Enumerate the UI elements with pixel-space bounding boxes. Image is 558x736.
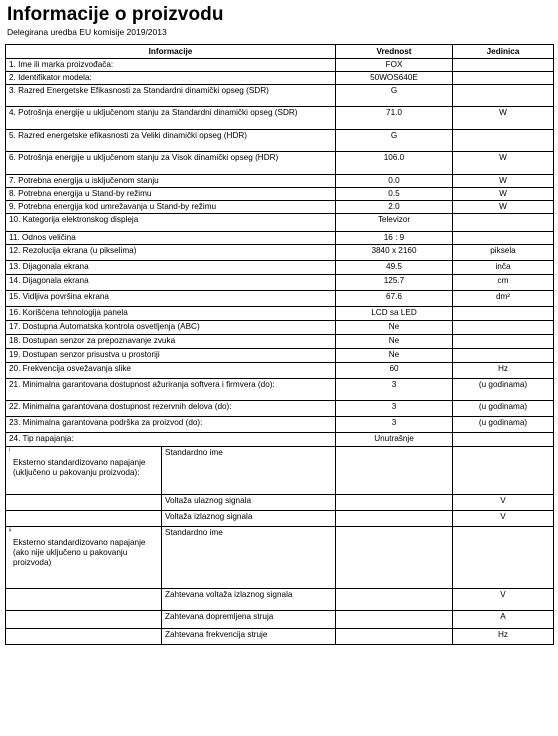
external-supply-item-value [336,527,453,589]
footnote-marker: ii [9,527,12,534]
header-info: Informacije [6,45,336,59]
row-value: 49.5 [336,261,453,275]
row-value: 60 [336,363,453,379]
row-value: 3 [336,417,453,433]
external-supply-blank [6,589,162,611]
row-unit [453,321,554,335]
external-supply-item-value [336,611,453,629]
row-value: Televizor [336,214,453,232]
row-unit [453,232,554,245]
table-row [6,261,554,275]
table-row [6,72,554,85]
row-label: 4. Potrošnja energije u uključenom stanju za Standardni dinamički opseg (SDR) [6,107,336,130]
row-label: 10. Kategorija elektronskog displeja [6,214,336,232]
external-supply-item-label: Zahtevana dopremljena struja [162,611,336,629]
row-unit [453,72,554,85]
external-supply-text: Eksterno standardizovano napajanje (uključeno u pakovanju proizvoda): [13,458,146,477]
row-unit [453,130,554,152]
table-row [6,291,554,307]
row-label: 22. Minimalna garantovana dostupnost rezervnih delova (do): [6,401,336,417]
external-supply-row [6,527,554,589]
external-supply-row [6,447,554,495]
row-value: 16 : 9 [336,232,453,245]
external-supply-label [6,527,162,589]
table-row [6,349,554,363]
external-supply-item-unit: A [453,611,554,629]
external-supply-blank [6,629,162,645]
external-supply-item-unit: Hz [453,629,554,645]
row-unit [453,307,554,321]
external-supply-item-label: Zahtevana frekvencija struje [162,629,336,645]
table-row [6,130,554,152]
row-label: 3. Razred Energetske Efikasnosti za Standardni dinamički opseg (SDR) [6,85,336,107]
table-row [6,401,554,417]
row-value: Ne [336,321,453,335]
external-supply-item-label: Voltaža izlaznog signala [162,511,336,527]
table-row [6,275,554,291]
row-value: 0.5 [336,188,453,201]
row-unit [453,433,554,447]
table-row [6,321,554,335]
external-supply-blank [6,611,162,629]
row-unit: W [453,201,554,214]
row-unit: cm [453,275,554,291]
row-label: 1. Ime ili marka proizvođača: [6,59,336,72]
row-label: 17. Dostupna Automatska kontrola osvetljenja (ABC) [6,321,336,335]
row-unit: W [453,188,554,201]
external-supply-item-value [336,629,453,645]
row-unit: dm² [453,291,554,307]
row-value: Unutrašnje [336,433,453,447]
external-supply-row [6,495,554,511]
row-value: 3 [336,401,453,417]
row-unit [453,85,554,107]
row-unit: inča [453,261,554,275]
table-body [6,59,554,645]
row-label: 12. Rezolucija ekrana (u pikselima) [6,245,336,261]
external-supply-item-value [336,495,453,511]
page-title: Informacije o proizvodu [7,4,224,25]
row-unit: (u godinama) [453,401,554,417]
table-row [6,245,554,261]
row-label: 20. Frekvencija osvežavanja slike [6,363,336,379]
row-unit [453,335,554,349]
external-supply-item-value [336,589,453,611]
row-unit: W [453,152,554,175]
page-subtitle: Delegirana uredba EU komisije 2019/2013 [7,27,167,37]
table-row [6,188,554,201]
external-supply-item-unit: V [453,511,554,527]
row-value: 67.6 [336,291,453,307]
table-row [6,107,554,130]
row-label: 5. Razred energetske efikasnosti za Veliki dinamički opseg (HDR) [6,130,336,152]
external-supply-row [6,629,554,645]
row-label: 8. Potrebna energija u Stand-by režimu [6,188,336,201]
external-supply-item-label: Standardno ime [162,447,336,495]
row-label: 6. Potrošnja energije u uključenom stanju za Visok dinamički opseg (HDR) [6,152,336,175]
table-row [6,152,554,175]
row-label: 19. Dostupan senzor prisustva u prostoriji [6,349,336,363]
row-label: 9. Potrebna energija kod umrežavanja u Stand-by režimu [6,201,336,214]
row-value: 2.0 [336,201,453,214]
header-value: Vrednost [336,45,453,59]
external-supply-blank [6,495,162,511]
row-unit: piksela [453,245,554,261]
table-row [6,363,554,379]
table-row [6,85,554,107]
row-label: 18. Dostupan senzor za prepoznavanje zvuka [6,335,336,349]
external-supply-item-value [336,511,453,527]
external-supply-label [6,447,162,495]
header-unit: Jedinica [453,45,554,59]
row-label: 2. Identifikator modela: [6,72,336,85]
table-header-row [6,45,554,59]
row-value: 106.0 [336,152,453,175]
row-value: Ne [336,349,453,363]
row-label: 14. Dijagonala ekrana [6,275,336,291]
external-supply-row [6,589,554,611]
table-row [6,201,554,214]
external-supply-item-value [336,447,453,495]
row-value: 0.0 [336,175,453,188]
external-supply-blank [6,511,162,527]
external-supply-item-label: Voltaža ulaznog signala [162,495,336,511]
row-unit: (u godinama) [453,417,554,433]
table-row [6,417,554,433]
row-label: 21. Minimalna garantovana dostupnost ažuriranja softvera i firmvera (do): [6,379,336,401]
row-value: 3840 x 2160 [336,245,453,261]
table-row [6,214,554,232]
external-supply-text: Eksterno standardizovano napajanje (ako nije uključeno u pakovanju proizvoda) [13,538,146,567]
row-value: 3 [336,379,453,401]
row-value: G [336,130,453,152]
row-unit [453,214,554,232]
row-label: 24. Tip napajanja: [6,433,336,447]
table-row [6,335,554,349]
row-unit [453,349,554,363]
row-unit: Hz [453,363,554,379]
row-value: G [336,85,453,107]
product-info-table [5,44,554,645]
row-unit [453,59,554,72]
row-label: 11. Odnos veličina [6,232,336,245]
row-value: 125.7 [336,275,453,291]
external-supply-item-unit [453,527,554,589]
table-row [6,379,554,401]
external-supply-row [6,511,554,527]
external-supply-item-unit [453,447,554,495]
table-row [6,59,554,72]
external-supply-item-label: Zahtevana voltaža izlaznog signala [162,589,336,611]
row-value: Ne [336,335,453,349]
row-unit: W [453,107,554,130]
table-row [6,175,554,188]
table-row [6,232,554,245]
external-supply-item-unit: V [453,495,554,511]
row-label: 23. Minimalna garantovana podrška za proizvod (do): [6,417,336,433]
table-row [6,307,554,321]
external-supply-item-label: Standardno ime [162,527,336,589]
row-unit: W [453,175,554,188]
table-row [6,433,554,447]
row-value: 50WOS640E [336,72,453,85]
row-value: 71.0 [336,107,453,130]
row-label: 7. Potrebna energija u isključenom stanju [6,175,336,188]
row-label: 13. Dijagonala ekrana [6,261,336,275]
external-supply-row [6,611,554,629]
external-supply-item-unit: V [453,589,554,611]
row-value: LCD sa LED [336,307,453,321]
row-unit: (u godinama) [453,379,554,401]
row-label: 15. Vidljiva površina ekrana [6,291,336,307]
row-value: FOX [336,59,453,72]
row-label: 16. Korišćena tehnologija panela [6,307,336,321]
footnote-marker: i [9,447,11,454]
